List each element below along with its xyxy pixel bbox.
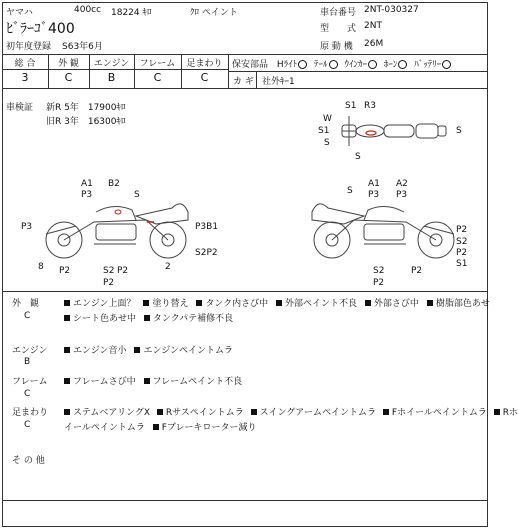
- engine-type-label: 原 動 機: [320, 42, 353, 52]
- diag-top-label: S: [456, 126, 462, 136]
- grade-header-exterior: 外 観: [58, 59, 79, 69]
- diag-right-label: S1: [456, 259, 468, 269]
- grade-frame: C: [153, 71, 162, 84]
- diag-right-label: A1: [368, 179, 380, 189]
- diag-left-label: P2: [103, 278, 115, 288]
- diag-right-label: A2: [396, 179, 408, 189]
- grade-suspension: C: [200, 71, 209, 84]
- safety-label: 保安部品: [232, 60, 269, 70]
- circle-icon: [442, 60, 451, 69]
- diag-right-label: S2: [373, 266, 385, 276]
- safety-headlight: Hﾗｲﾄ: [276, 60, 298, 70]
- inspection-label: 車検証: [6, 103, 34, 113]
- circle-icon: [368, 60, 377, 69]
- bike-left-view: [36, 186, 206, 266]
- engine-type-value: 26M: [364, 39, 384, 49]
- mileage: 18224 ｷﾛ: [111, 8, 152, 18]
- chassis-value: 2NT-030327: [364, 5, 419, 15]
- inspection-new: 新R 5年 17900ｷﾛ: [46, 103, 126, 113]
- diag-right-label: P2: [456, 248, 468, 258]
- diag-top-label: S: [355, 152, 361, 162]
- grade-header-engine: エンジン: [93, 59, 130, 69]
- frame-grade: C: [24, 389, 31, 399]
- circle-icon: [398, 60, 407, 69]
- inspection-old: 旧R 3年 16300ｷﾛ: [46, 117, 126, 127]
- key-value: 社外ｷｰ1: [262, 77, 295, 87]
- diag-right-label: P2: [411, 266, 423, 276]
- grade-engine: B: [107, 71, 116, 84]
- exterior-label: 外 観: [12, 299, 40, 309]
- diag-right-label: S: [347, 186, 353, 196]
- diag-left-label: P3: [81, 190, 93, 200]
- exterior-grade: C: [24, 311, 31, 321]
- color: ｸﾛ ペイント: [190, 8, 238, 18]
- grade-overall: 3: [21, 71, 29, 84]
- frame-notes: フレームさび中 フレームペイント不良: [64, 374, 242, 387]
- diag-right-label: S2: [456, 237, 468, 247]
- model-name: ﾋﾞﾗｰｺﾞ400: [6, 21, 75, 37]
- grade-header-suspension: 足まわり: [186, 59, 223, 69]
- diag-right-label: P2: [456, 225, 468, 235]
- diag-right-label: P3: [368, 190, 380, 200]
- safety-horn: ﾎｰﾝ: [383, 60, 398, 70]
- diag-left-label: A1: [81, 179, 93, 189]
- safety-tail: ﾃｰﾙ: [314, 60, 328, 70]
- diag-left-label: B2: [108, 179, 120, 189]
- maker: ヤマハ: [6, 8, 33, 18]
- diag-top-label: R3: [364, 101, 376, 111]
- exterior-notes-2: シート色あせ中 タンクパテ補修不良: [64, 311, 233, 324]
- diag-left-label: 2: [165, 262, 171, 272]
- diag-left-label: P3: [21, 222, 33, 232]
- circle-icon: [329, 60, 338, 69]
- safety-battery: ﾊﾞｯﾃﾘｰ: [414, 60, 442, 70]
- diag-top-label: S1: [318, 126, 330, 136]
- first-reg-label: 初年度登録: [6, 42, 52, 52]
- suspension-notes-1: ステムベアリングX Rサスペイントムラ スイングアームペイントムラ Fホイールペイントムラ Rホ: [64, 405, 518, 418]
- grade-header-frame: フレーム: [139, 59, 176, 69]
- diag-right-label: P3: [396, 190, 408, 200]
- frame-label: フレーム: [12, 377, 48, 387]
- grade-exterior: C: [64, 71, 73, 84]
- suspension-label: 足まわり: [12, 408, 49, 418]
- diag-right-label: P2: [373, 278, 385, 288]
- first-reg-value: S63年6月: [62, 42, 103, 52]
- diag-left-label: P2: [59, 266, 71, 276]
- bike-top-view: [320, 108, 470, 158]
- diag-left-label: S: [134, 190, 140, 200]
- diag-left-label: P3B1: [195, 222, 219, 232]
- suspension-notes-2: イールペイントムラ Fブレーキローター減り: [64, 423, 257, 433]
- circle-icon: [298, 60, 307, 69]
- safety-winker: ｳｲﾝｶｰ: [344, 60, 367, 70]
- type-label: 型 式: [320, 24, 357, 34]
- diag-top-label: W: [323, 114, 332, 124]
- diag-top-label: S1: [345, 101, 357, 111]
- key-label: カ ギ: [233, 77, 254, 87]
- safety-parts: [232, 57, 451, 70]
- displacement: 400cc: [74, 5, 102, 15]
- engine-notes: エンジン音小 エンジンペイントムラ: [64, 343, 233, 356]
- engine-grade: B: [24, 357, 31, 367]
- chassis-label: 車台番号: [320, 8, 357, 18]
- engine-label: エンジン: [12, 346, 48, 356]
- diag-top-label: S: [324, 138, 330, 148]
- diag-left-label: S2P2: [195, 248, 218, 258]
- grade-header-overall: 総 合: [14, 59, 36, 69]
- type-value: 2NT: [364, 21, 382, 31]
- suspension-grade: C: [24, 420, 31, 430]
- diag-left-label: P2: [117, 266, 129, 276]
- diag-left-label: 8: [38, 262, 44, 272]
- exterior-notes-1: エンジン上面？ 塗り替え タンク内さび中 外部ペイント不良 外部さび中 樹脂部色あせ: [64, 296, 490, 309]
- diag-left-label: S2: [103, 266, 115, 276]
- other-label: そ の 他: [12, 456, 45, 466]
